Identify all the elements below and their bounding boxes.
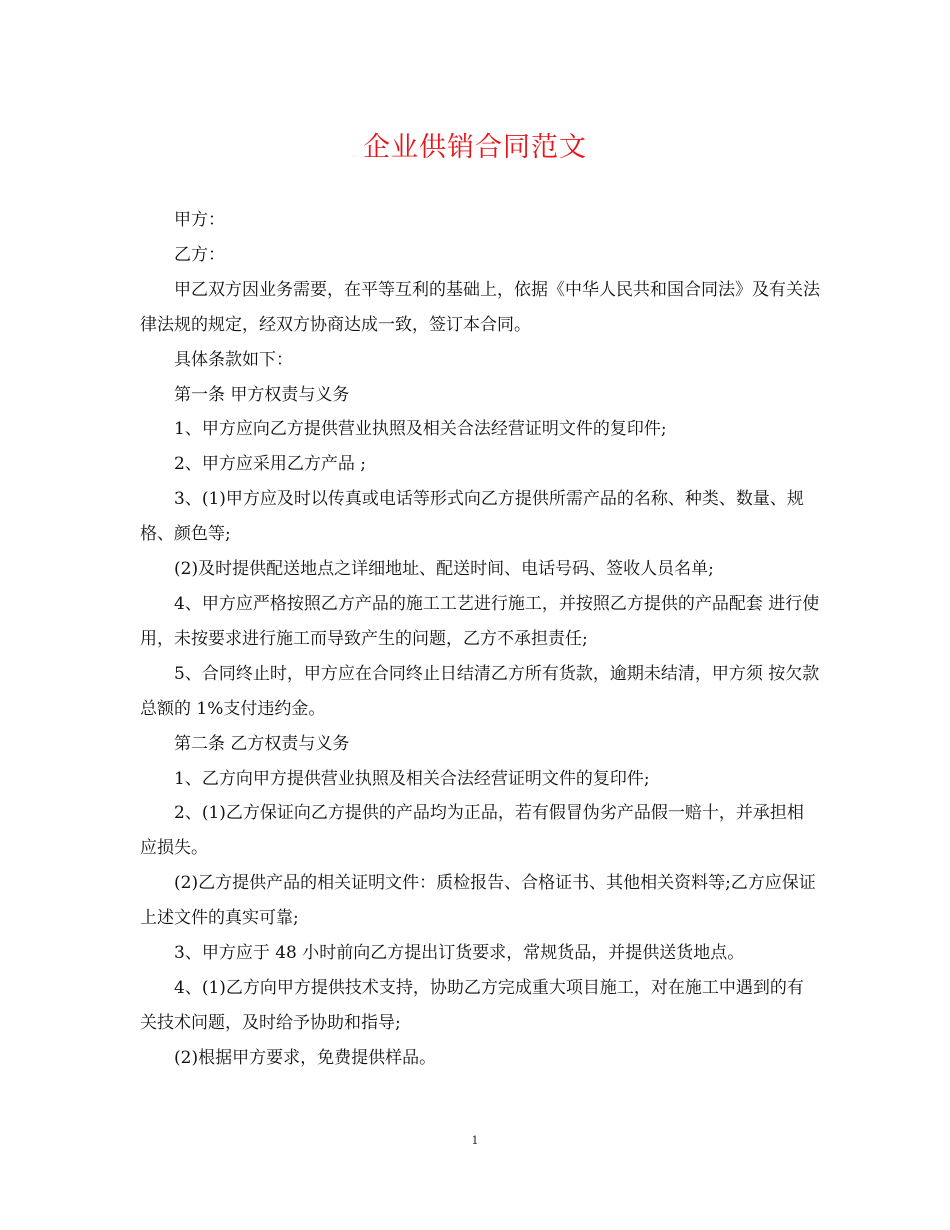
article-1-item-3: 3、(1)甲方应及时以传真或电话等形式向乙方提供所需产品的名称、种类、数量、规格、颜色等;: [140, 489, 804, 545]
preamble-paragraph: 甲乙双方因业务需要，在平等互利的基础上，依据《中华人民共和国合同法》及有关法律法规的规定，经双方协商达成一致，签订本合同。: [140, 279, 820, 335]
article-2-item-1: 1、乙方向甲方提供营业执照及相关合法经营证明文件的复印件;: [174, 768, 650, 789]
page-number: 1: [471, 1134, 479, 1147]
document-body: [140, 203, 820, 1076]
article-2-heading: 第二条 乙方权责与义务: [174, 733, 350, 754]
article-1-item-4: 4、甲方应严格按照乙方产品的施工工艺进行施工，并按照乙方提供的产品配套 进行使用，未按要求进行施工而导致产生的问题，乙方不承担责任;: [140, 593, 820, 649]
article-2-item-2-sub-2: (2)乙方提供产品的相关证明文件：质检报告、合格证书、其他相关资料等;乙方应保证上述文件的真实可靠;: [140, 873, 816, 929]
article-1-heading: 第一条 甲方权责与义务: [174, 384, 350, 405]
party-b-line: 乙方：: [174, 244, 225, 265]
terms-intro: 具体条款如下：: [174, 349, 293, 370]
article-2-item-4-sub-2: (2)根据甲方要求，免费提供样品。: [174, 1047, 437, 1068]
article-1-item-2: 2、甲方应采用乙方产品 ;: [174, 454, 366, 475]
article-1-item-3-sub-2: (2)及时提供配送地点之详细地址、配送时间、电话号码、签收人员名单;: [174, 559, 714, 580]
document-title: 企业供销合同范文: [363, 132, 587, 163]
article-1-item-5: 5、合同终止时，甲方应在合同终止日结清乙方所有货款，逾期未结清，甲方须 按欠款总额的 1%支付违约金。: [140, 663, 820, 719]
article-2-item-4: 4、(1)乙方向甲方提供技术支持，协助乙方完成重大项目施工，对在施工中遇到的有关技术问题，及时给予协助和指导;: [140, 977, 804, 1033]
party-a-line: 甲方：: [174, 210, 225, 230]
article-1-item-1: 1、甲方应向乙方提供营业执照及相关合法经营证明文件的复印件;: [174, 419, 667, 440]
article-2-item-3: 3、甲方应于 48 小时前向乙方提出订货要求，常规货品，并提供送货地点。: [174, 943, 745, 964]
article-2-item-2: 2、(1)乙方保证向乙方提供的产品均为正品，若有假冒伪劣产品假一赔十，并承担相应损失。: [140, 803, 804, 859]
